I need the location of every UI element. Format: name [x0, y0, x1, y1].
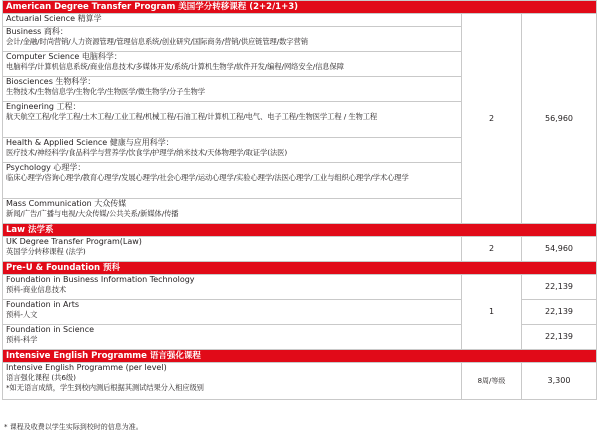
- section-title-american: American Degree Transfer Program 美国学分转移课程 (2+2/1+3): [3, 1, 597, 14]
- section-title-preu: Pre-U & Foundation 预科: [3, 262, 597, 275]
- fee-cell: 56,960: [522, 14, 597, 224]
- section-title-law: Law 法学系: [3, 224, 597, 237]
- program-desc: 预科-商业信息技术: [6, 285, 67, 294]
- program-note: *如无语言成绩，学生到校内测后根据其测试结果分入相应级别: [6, 383, 204, 392]
- fee-cell: 22,139: [522, 325, 597, 350]
- program-desc: 航天航空工程/化学工程/土木工程/工业工程/机械工程/石油工程/计算机工程/电气、电子工程/生物医学工程 / 生物工程: [6, 112, 378, 121]
- footnote: * 课程及收费以学生实际到校时的信息为准。: [4, 423, 143, 431]
- fee-table: [2, 0, 597, 400]
- duration-cell: 1: [462, 275, 522, 350]
- program-desc: 生物技术/生物信息学/生物化学/生物医学/微生物学/分子生物学: [6, 87, 205, 96]
- program-desc: 新闻/广告/广播与电视/大众传媒/公共关系/新媒体/传播: [6, 209, 179, 218]
- program-desc: 电脑科学/计算机信息系统/商业信息技术/多媒体开发/系统/计算机生物学/软件开发/编程/网络安全/信息保障: [6, 62, 344, 71]
- program-row: [3, 237, 597, 262]
- program-desc: 临床心理学/咨询心理学/教育心理学/发展心理学/社会心理学/运动心理学/实验心理学/法医心理学/工业与组织心理学/学术心理学: [6, 173, 409, 182]
- program-row: [3, 14, 597, 27]
- program-name: Psychology 心理学：: [6, 163, 86, 172]
- program-name: Biosciences 生物科学：: [6, 77, 96, 86]
- fee-cell: 3,300: [522, 363, 597, 400]
- program-desc: 预科-人文: [6, 310, 38, 319]
- program-row: [3, 363, 597, 400]
- fee-cell: 22,139: [522, 300, 597, 325]
- program-name: Actuarial Science 精算学: [6, 14, 102, 23]
- duration-cell: 8周/等级: [462, 363, 522, 400]
- duration-cell: 2: [462, 14, 522, 224]
- section-header-american: [3, 1, 597, 14]
- fee-cell: 54,960: [522, 237, 597, 262]
- program-name: Intensive English Programme (per level): [6, 363, 167, 372]
- program-name: Engineering 工程：: [6, 102, 81, 111]
- program-desc: 语言强化课程 (共6级): [6, 373, 76, 382]
- section-title-english: Intensive English Programme 语言强化课程: [3, 350, 597, 363]
- program-name: Computer Science 电脑科学：: [6, 52, 122, 61]
- section-header-preu: [3, 262, 597, 275]
- fee-cell: 22,139: [522, 275, 597, 300]
- program-name: UK Degree Transfer Program(Law): [6, 237, 142, 246]
- section-header-english: [3, 350, 597, 363]
- program-desc: 医疗技术/神经科学/食品科学与营养学/饮食学/护理学/纳米技术/天体物理学/取证学(法医): [6, 148, 288, 157]
- section-header-law: [3, 224, 597, 237]
- program-row: [3, 275, 597, 300]
- program-name: Business 商科：: [6, 27, 68, 36]
- program-desc: 会计/金融/时尚营销/人力资源管理/管理信息系统/创业研究/国际商务/营销/供应链管理/数字营销: [6, 37, 308, 46]
- program-desc: 预科-科学: [6, 335, 38, 344]
- program-name: Foundation in Science: [6, 325, 95, 334]
- program-name: Foundation in Business Information Technology: [6, 275, 195, 284]
- duration-cell: 2: [462, 237, 522, 262]
- program-name: Foundation in Arts: [6, 300, 80, 309]
- program-name: Health & Applied Science 健康与应用科学：: [6, 138, 174, 147]
- program-desc: 英国学分转移课程 (法学): [6, 247, 86, 256]
- program-name: Mass Communication 大众传媒: [6, 199, 127, 208]
